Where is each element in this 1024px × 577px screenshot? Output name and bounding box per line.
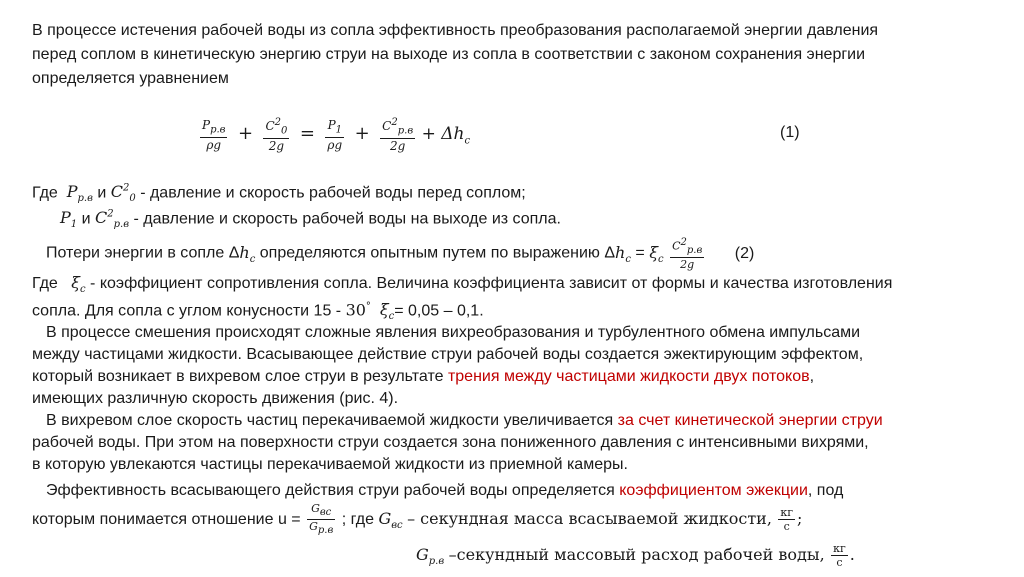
- para1-line2: перед соплом в кинетическую энергию струи на выходе из сопла в соответствии с законом сохранения энергии: [32, 46, 866, 63]
- highlight-friction: трения между частицами жидкости двух потоков: [447, 368, 810, 385]
- efficiency-line1: Эффективность всасывающего действия струи рабочей воды определяется коэффициентом эжекции, под: [46, 482, 844, 499]
- where1-line: Где $P_{р.в}$ и $C^2_0$ - давление и скорость рабочей воды перед соплом;: [32, 182, 526, 205]
- efficiency-line3: $G_{р.в}$ –секундный массовый расход рабочей воды, $\frac{кг}{с}$ .: [416, 542, 855, 570]
- vortex-line2: рабочей воды. При этом на поверхности струи создается зона пониженного давления с интенсивными вихрями,: [32, 434, 869, 451]
- where2-line: $P_1$ и $C^2_{р.в}$ - давление и скорость рабочей воды на выходе из сопла.: [60, 208, 561, 231]
- coef-line1: Где $\xi_c$ - коэффициент сопротивления сопла. Величина коэффициента зависит от формы и качества изготовления: [32, 273, 893, 296]
- highlight-ejection-coefficient: коэффициентом эжекции: [619, 482, 808, 499]
- eq1-frac-c-rv: $\frac{C^2_{р.в}}{2g}$: [382, 117, 414, 154]
- equation-1: $\frac{P_{р.в}}{\rho g}$ + $\frac{C^2_0}{2g}$ = $\frac{P_1}{\rho g}$ + $\frac{C^2_{р.в}}{2g}$ + $\Delta h_c$: [202, 117, 471, 154]
- highlight-kinetic-energy: за счет кинетической энергии струи: [617, 412, 883, 429]
- losses-line: Потери энергии в сопле $\Delta h_c$ определяются опытным путем по выражению $\Delta h_c = \xi_c$ $\frac{C^2_{р.в}}{2g}$ (2): [46, 237, 755, 271]
- equation-1-number: (1): [780, 124, 800, 141]
- vortex-line1: В вихревом слое скорость частиц перекачиваемой жидкости увеличивается за счет кинетической энергии струи: [46, 412, 883, 429]
- mixing-line2: между частицами жидкости. Всасывающее действие струи рабочей воды создается эжектирующим эффектом,: [32, 346, 864, 363]
- losses-frac: $\frac{C^2_{р.в}}{2g}$: [672, 237, 703, 271]
- efficiency-line2: которым понимается отношение u = $\frac{G_{вс}}{G_{р.в}}$ ; где $G_{вс}$ – секундная масса всасываемой жидкости, $\frac{кг}{с}$ ;: [32, 502, 803, 537]
- vortex-line3: в которую увлекаются частицы перекачиваемой жидкости из приемной камеры.: [32, 456, 628, 473]
- unit-frac-1: $\frac{кг}{с}$: [780, 506, 794, 534]
- eq1-frac-c0: $\frac{C^2_0}{2g}$: [265, 117, 288, 154]
- equation-2-number: (2): [734, 244, 755, 262]
- para1-line1: В процессе истечения рабочей воды из сопла эффективность преобразования располагаемой энергии давления: [32, 22, 879, 39]
- mixing-line1: В процессе смешения происходят сложные явления вихреобразования и турбулентного обмена импульсами: [46, 324, 861, 341]
- unit-frac-2: $\frac{кг}{с}$: [833, 542, 846, 570]
- eq1-frac-p1: $\frac{P_1}{\rho g}$: [327, 117, 343, 152]
- eq1-frac-p-rv: $\frac{P_{р.в}}{\rho g}$: [202, 117, 226, 152]
- para1-line3: определяется уравнением: [32, 70, 229, 87]
- mixing-line4: имеющих различную скорость движения (рис. 4).: [32, 390, 399, 407]
- ejection-ratio-frac: $\frac{G_{вс}}{G_{р.в}}$: [309, 502, 334, 537]
- mixing-line3: который возникает в вихревом слое струи в результате трения между частицами жидкости двух потоков,: [32, 368, 815, 385]
- coef-line2: сопла. Для сопла с углом конусности 15 - 30° $\xi_c= 0,05 - 0,1$.: [32, 300, 484, 323]
